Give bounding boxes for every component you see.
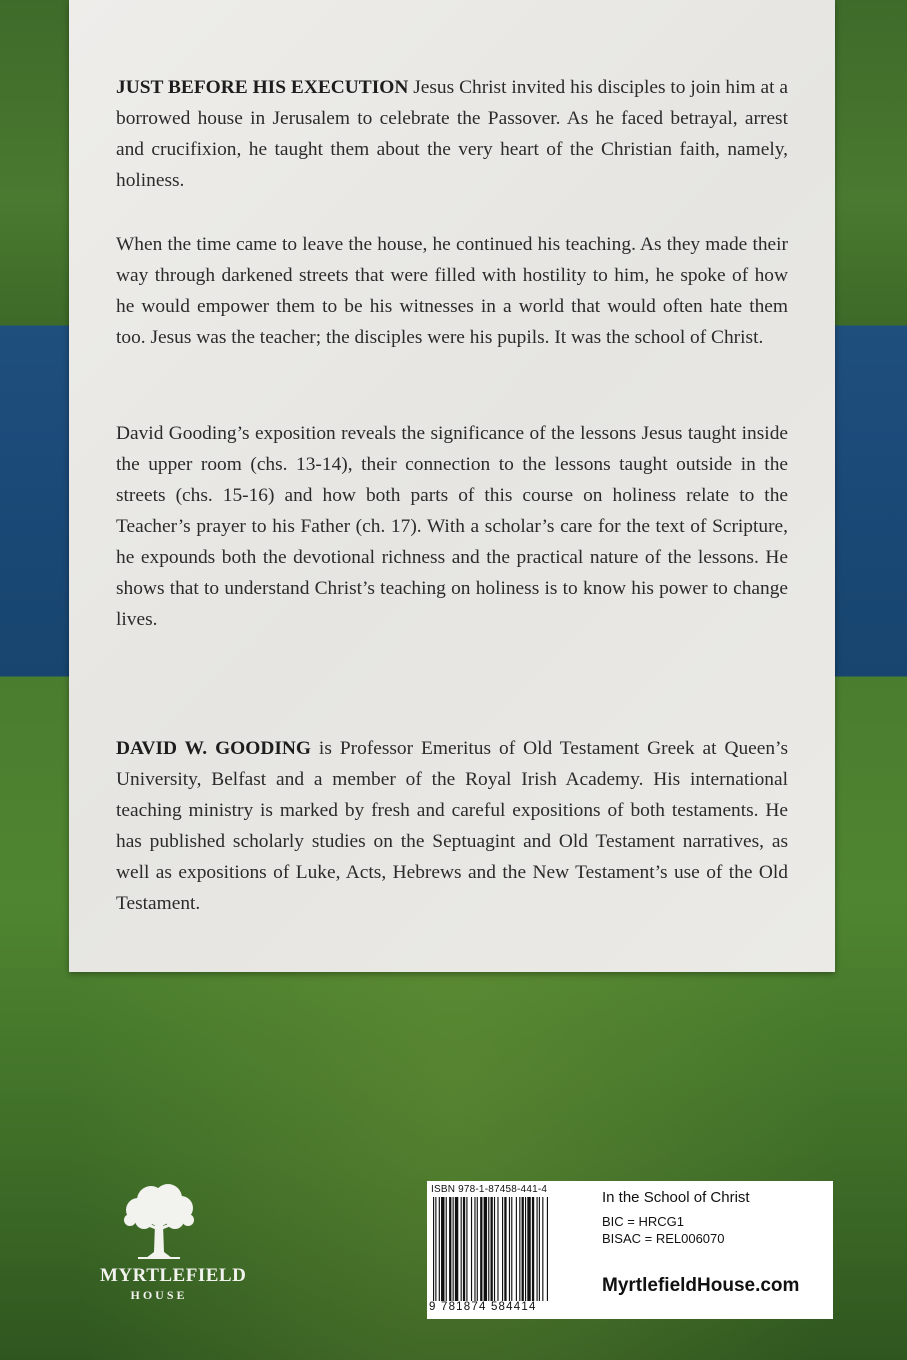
barcode-bar	[441, 1197, 444, 1303]
barcode-bar	[435, 1197, 436, 1303]
author-name: DAVID W. GOODING	[116, 738, 311, 759]
description-lead-in: JUST BEFORE HIS EXECUTION	[116, 77, 409, 98]
barcode-bar	[511, 1197, 512, 1303]
barcode-bar	[477, 1197, 478, 1303]
author-bio	[116, 733, 788, 919]
barcode-bar	[522, 1197, 524, 1303]
description-paragraph-3: David Gooding’s exposition reveals the significance of the lessons Jesus taught inside the upper room (chs. 13-14), their connection to the lessons taught outside in the streets (chs. 15-16) and how both parts of this course on holiness relate to the Teacher’s prayer to his Father (ch. 17). With a scholar’s care for the text of Scripture, he expounds both the devotional richness and the practical nature of the lessons. He shows that to understand Christ’s teaching on holiness is to know his power to change lives.	[116, 423, 788, 630]
barcode-bar	[474, 1197, 475, 1303]
barcode-bar	[463, 1197, 465, 1303]
author-bio-text: is Professor Emeritus of Old Testament Greek at Queen’s University, Belfast and a member of the Royal Irish Academy. His international teaching ministry is marked by fresh and careful expositions of both testaments. He has published scholarly studies on the Septuagint and Old Testament narratives, as well as expositions of Luke, Acts, Hebrews and the New Testament’s use of the Old Testament.	[116, 738, 788, 914]
barcode-bar	[491, 1197, 493, 1303]
barcode-bar	[547, 1197, 548, 1303]
barcode-bar	[502, 1197, 503, 1303]
barcode-bar	[484, 1197, 487, 1303]
publisher-logo	[100, 1180, 247, 1303]
tree-icon	[118, 1180, 200, 1260]
barcode-bar	[497, 1197, 498, 1303]
barcode-bar	[453, 1197, 454, 1303]
barcode-bar	[461, 1197, 462, 1303]
description-paragraph-2: When the time came to leave the house, he continued his teaching. As they made their way through darkened streets that were filled with hostility to him, he spoke of how he would empower them to be his witnesses in a world that would often hate them too. Jesus was the teacher; the disciples were his pupils. It was the school of Christ.	[116, 234, 788, 348]
barcode-bar	[449, 1197, 451, 1303]
barcode-bar	[455, 1197, 458, 1303]
back-cover-text-panel	[69, 0, 835, 972]
barcode-bar	[519, 1197, 520, 1303]
barcode-bar	[466, 1197, 467, 1303]
publisher-subname: HOUSE	[130, 1288, 188, 1302]
barcode-bar	[542, 1197, 543, 1303]
barcode-bar	[433, 1197, 434, 1303]
bic-code: BIC = HRCG1	[602, 1214, 684, 1229]
barcode-bar	[525, 1197, 526, 1303]
publisher-name: MYRTLEFIELD	[100, 1265, 247, 1286]
barcode-bar	[446, 1197, 447, 1303]
barcode-bar	[488, 1197, 489, 1303]
barcode-bar	[439, 1197, 440, 1303]
barcode-number: 9 781874 584414	[429, 1301, 597, 1313]
barcode-icon	[431, 1197, 591, 1303]
barcode-bar	[480, 1197, 482, 1303]
publisher-website: MyrtlefieldHouse.com	[602, 1275, 800, 1296]
barcode-bar	[539, 1197, 540, 1303]
isbn-label: ISBN 978-1-87458-441-4	[431, 1184, 548, 1195]
barcode-bar	[471, 1197, 472, 1303]
barcode-bar	[516, 1197, 517, 1303]
bisac-code: BISAC = REL006070	[602, 1231, 725, 1246]
barcode-panel	[427, 1181, 833, 1319]
description-paragraph-1-text: Jesus Christ invited his disciples to join him at a borrowed house in Jerusalem to celebrate the Passover. As he faced betrayal, arrest and crucifixion, he taught them about the very heart of the Christian faith, namely, holiness.	[116, 77, 788, 191]
barcode-bar	[509, 1197, 510, 1303]
barcode-bar	[494, 1197, 495, 1303]
book-title: In the School of Christ	[602, 1189, 750, 1206]
barcode-bar	[532, 1197, 534, 1303]
barcode-bar	[527, 1197, 530, 1303]
description-paragraph-1	[116, 72, 788, 196]
barcode-bar	[504, 1197, 506, 1303]
barcode-bar	[537, 1197, 538, 1303]
